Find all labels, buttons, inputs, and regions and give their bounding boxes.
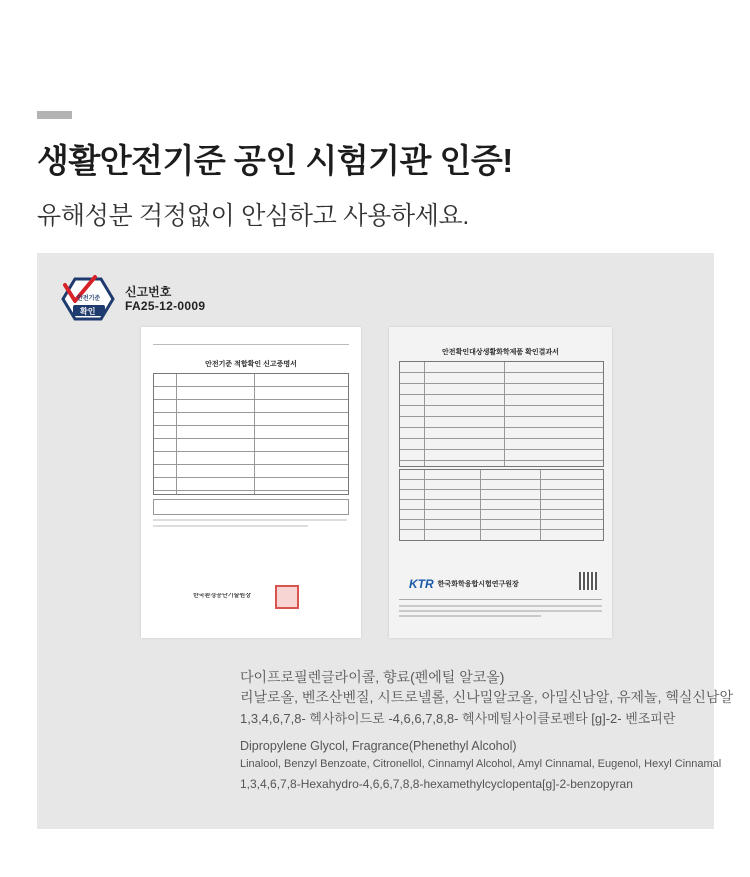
certificate-right-image — [389, 327, 612, 638]
accent-bar — [37, 111, 72, 119]
page-subhead: 유해성분 걱정없이 안심하고 사용하세요. — [37, 202, 470, 230]
safety-badge — [61, 275, 205, 323]
page-headline: 생활안전기준 공인 시험기관 인증! — [37, 142, 513, 179]
certificate-right-title: 안전확인대상생활화학제품 확인결과서 — [442, 349, 559, 356]
safety-check-icon — [61, 275, 115, 323]
report-number: FA25-12-0009 — [125, 299, 206, 313]
ingredient-value: 리날로올, 벤조산벤질, 시트로넬롤, 신나밀알코올, 아밀신남알, 유제놀, 헥실신남알 — [240, 689, 733, 705]
ktr-logo: KTR — [409, 577, 434, 591]
report-number-label: 신고번호 — [125, 285, 172, 299]
badge-mark-top-text: 안전기준 — [77, 296, 101, 302]
certificate-left-title: 안전기준 적합확인 신고증명서 — [205, 361, 297, 368]
official-seal-icon — [275, 585, 299, 609]
qr-code-icon — [579, 572, 597, 590]
certificate-right-issuer: 한국화학융합시험연구원장 — [437, 581, 519, 588]
certificate-left-table — [153, 373, 349, 495]
certificate-panel — [37, 253, 733, 829]
ingredient-value: Dipropylene Glycol, Fragrance(Phenethyl Alcohol) — [240, 739, 517, 753]
certificate-left-image — [141, 327, 361, 638]
certificate-right-table-bottom — [399, 469, 604, 541]
ingredient-value: 1,3,4,6,7,8- 헥사하이드로 -4,6,6,7,8,8- 헥사메틸사이클로펜타 [g]-2- 벤조피란 — [240, 711, 676, 726]
ingredient-value: 다이프로필렌글라이콜, 향료(펜에틸 알코올) — [240, 669, 505, 685]
ingredient-value: Linalool, Benzyl Benzoate, Citronellol, Cinnamyl Alcohol, Amyl Cinnamal, Eugenol, Hexyl Cinnamal — [240, 758, 722, 770]
ingredient-value: 1,3,4,6,7,8-Hexahydro-4,6,6,7,8,8-hexamethylcyclopenta[g]-2-benzopyran — [240, 777, 633, 791]
certificate-left-issuer: 한국환경공단기술원장 — [193, 593, 251, 599]
badge-mark-bottom-text: 확인 — [80, 307, 96, 316]
certificate-right-table-top — [399, 361, 604, 467]
